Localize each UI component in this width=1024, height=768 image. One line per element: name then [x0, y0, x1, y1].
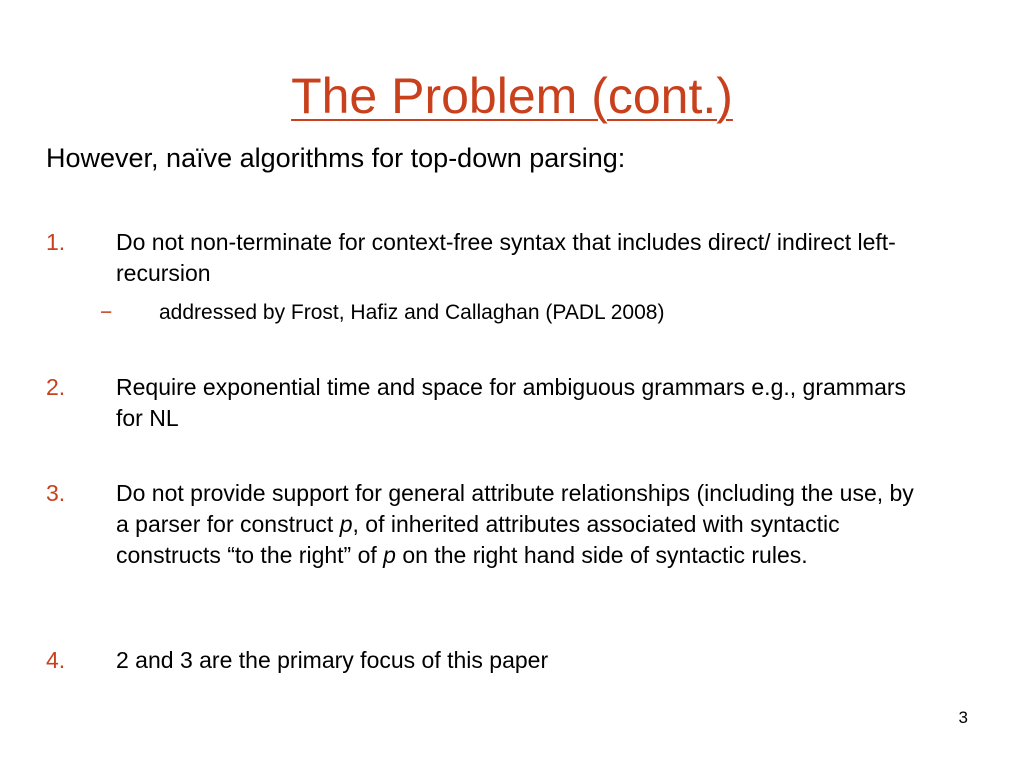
list-item-text: Require exponential time and space for ambiguous grammars e.g., grammars for NL — [116, 374, 907, 431]
sub-item-text: addressed by Frost, Hafiz and Callaghan (PADL 2008) — [159, 301, 665, 324]
page-number: 3 — [958, 708, 968, 727]
list-item-3 — [46, 478, 926, 571]
sub-item-marker: − — [100, 301, 113, 324]
text-segment: on the right hand side of syntactic rules. — [395, 542, 808, 568]
list-number: 1. — [46, 229, 66, 255]
text-segment: Do not provide support for general attribute relationships (including the use, by a parser for construct — [116, 480, 914, 537]
slide-title: The Problem (cont.) — [291, 68, 733, 124]
list-item-4 — [46, 645, 926, 676]
sub-item-1 — [100, 298, 900, 328]
intro-text: However, naïve algorithms for top-down parsing: — [46, 143, 626, 173]
list-item-text: Do not non-terminate for context-free syntax that includes direct/ indirect left-recursion — [116, 229, 896, 286]
text-segment: , of inherited attributes associated with syntactic constructs “to the right” of — [116, 511, 840, 568]
list-item-1 — [46, 227, 926, 289]
list-number: 2. — [46, 374, 66, 400]
italic-var: p — [383, 542, 396, 568]
italic-var: p — [339, 511, 353, 537]
list-item-text — [116, 478, 926, 571]
list-item-2 — [46, 372, 926, 434]
list-number: 4. — [46, 647, 66, 673]
list-number: 3. — [46, 480, 66, 506]
list-item-text: 2 and 3 are the primary focus of this paper — [116, 647, 549, 673]
